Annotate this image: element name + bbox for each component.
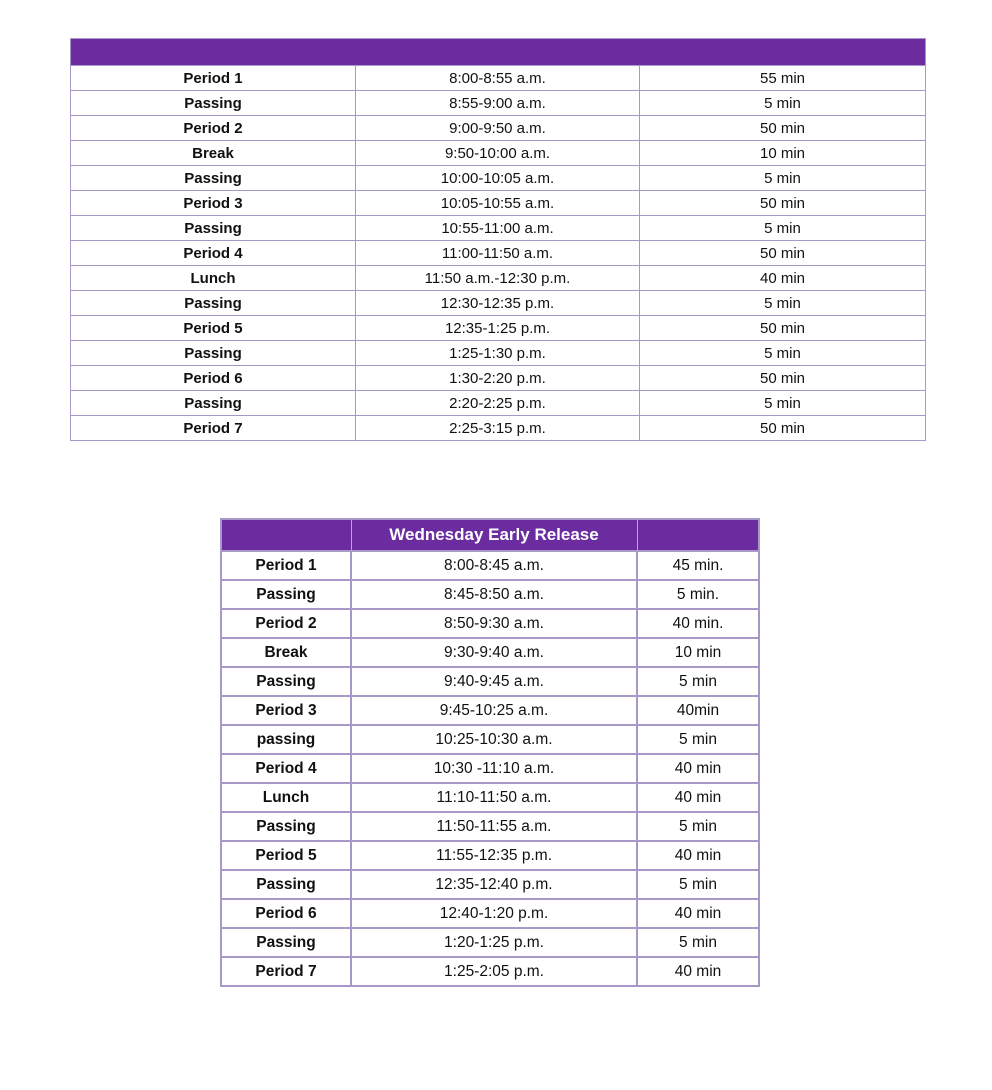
- period-label: Passing: [71, 166, 356, 191]
- header-band: [71, 39, 926, 66]
- duration: 40 min: [637, 957, 759, 986]
- time-range: 2:20-2:25 p.m.: [356, 391, 640, 416]
- schedule-row: [71, 116, 926, 141]
- duration: 55 min: [640, 66, 926, 91]
- period-label: Period 1: [71, 66, 356, 91]
- early-release-schedule-body: [221, 551, 759, 986]
- time-range: 1:25-1:30 p.m.: [356, 341, 640, 366]
- schedule-row: [71, 366, 926, 391]
- schedule-row: [221, 783, 759, 812]
- time-range: 1:20-1:25 p.m.: [351, 928, 637, 957]
- duration: 5 min: [640, 166, 926, 191]
- time-range: 10:25-10:30 a.m.: [351, 725, 637, 754]
- duration: 50 min: [640, 191, 926, 216]
- schedule-row: [221, 667, 759, 696]
- duration: 5 min: [637, 870, 759, 899]
- schedule-row: [71, 66, 926, 91]
- time-range: 8:50-9:30 a.m.: [351, 609, 637, 638]
- time-range: 1:30-2:20 p.m.: [356, 366, 640, 391]
- duration: 10 min: [640, 141, 926, 166]
- period-label: Lunch: [71, 266, 356, 291]
- duration: 40 min: [637, 841, 759, 870]
- period-label: Period 5: [71, 316, 356, 341]
- schedule-row: [71, 266, 926, 291]
- time-range: 8:00-8:45 a.m.: [351, 551, 637, 580]
- time-range: 12:30-12:35 p.m.: [356, 291, 640, 316]
- duration: 5 min: [640, 391, 926, 416]
- schedule-row: [71, 191, 926, 216]
- duration: 5 min: [637, 812, 759, 841]
- duration: 50 min: [640, 416, 926, 441]
- time-range: 9:00-9:50 a.m.: [356, 116, 640, 141]
- schedule-row: [221, 899, 759, 928]
- header-blank-cell: [221, 519, 351, 551]
- regular-schedule-body: [71, 66, 926, 441]
- period-label: Period 7: [221, 957, 351, 986]
- period-label: Period 3: [71, 191, 356, 216]
- regular-schedule-header-bar: [71, 39, 926, 66]
- time-range: 11:50-11:55 a.m.: [351, 812, 637, 841]
- period-label: Period 1: [221, 551, 351, 580]
- duration: 40 min: [637, 783, 759, 812]
- schedule-row: [71, 141, 926, 166]
- time-range: 9:40-9:45 a.m.: [351, 667, 637, 696]
- period-label: Passing: [71, 341, 356, 366]
- schedule-row: [71, 416, 926, 441]
- duration: 45 min.: [637, 551, 759, 580]
- schedule-row: [221, 551, 759, 580]
- duration: 50 min: [640, 366, 926, 391]
- duration: 5 min: [640, 216, 926, 241]
- period-label: passing: [221, 725, 351, 754]
- duration: 40 min: [637, 899, 759, 928]
- schedule-row: [71, 291, 926, 316]
- period-label: Period 6: [71, 366, 356, 391]
- time-range: 12:35-12:40 p.m.: [351, 870, 637, 899]
- duration: 5 min: [637, 667, 759, 696]
- schedule-row: [221, 754, 759, 783]
- period-label: Period 7: [71, 416, 356, 441]
- schedule-row: [221, 638, 759, 667]
- period-label: Passing: [221, 870, 351, 899]
- period-label: Period 5: [221, 841, 351, 870]
- schedule-row: [221, 812, 759, 841]
- schedule-row: [221, 580, 759, 609]
- schedule-row: [221, 696, 759, 725]
- period-label: Passing: [71, 391, 356, 416]
- schedule-row: [221, 725, 759, 754]
- period-label: Period 2: [221, 609, 351, 638]
- schedule-row: [71, 391, 926, 416]
- duration: 50 min: [640, 116, 926, 141]
- duration: 10 min: [637, 638, 759, 667]
- schedule-row: [221, 928, 759, 957]
- duration: 40 min: [640, 266, 926, 291]
- regular-schedule-table: [70, 38, 926, 441]
- time-range: 11:00-11:50 a.m.: [356, 241, 640, 266]
- schedule-row: [71, 341, 926, 366]
- time-range: 8:55-9:00 a.m.: [356, 91, 640, 116]
- header-blank-cell: [637, 519, 759, 551]
- time-range: 8:00-8:55 a.m.: [356, 66, 640, 91]
- period-label: Break: [71, 141, 356, 166]
- time-range: 10:55-11:00 a.m.: [356, 216, 640, 241]
- time-range: 9:45-10:25 a.m.: [351, 696, 637, 725]
- period-label: Passing: [71, 91, 356, 116]
- duration: 40min: [637, 696, 759, 725]
- period-label: Period 3: [221, 696, 351, 725]
- time-range: 10:30 -11:10 a.m.: [351, 754, 637, 783]
- time-range: 10:05-10:55 a.m.: [356, 191, 640, 216]
- duration: 40 min: [637, 754, 759, 783]
- period-label: Passing: [221, 928, 351, 957]
- time-range: 2:25-3:15 p.m.: [356, 416, 640, 441]
- period-label: Period 4: [221, 754, 351, 783]
- early-release-title: Wednesday Early Release: [351, 519, 637, 551]
- time-range: 12:40-1:20 p.m.: [351, 899, 637, 928]
- period-label: Passing: [221, 580, 351, 609]
- duration: 5 min: [637, 725, 759, 754]
- schedule-row: [221, 841, 759, 870]
- early-release-schedule-table: [220, 518, 760, 987]
- duration: 5 min: [637, 928, 759, 957]
- duration: 40 min.: [637, 609, 759, 638]
- time-range: 11:50 a.m.-12:30 p.m.: [356, 266, 640, 291]
- period-label: Break: [221, 638, 351, 667]
- time-range: 11:55-12:35 p.m.: [351, 841, 637, 870]
- schedule-row: [221, 609, 759, 638]
- schedule-row: [71, 166, 926, 191]
- duration: 5 min: [640, 91, 926, 116]
- time-range: 12:35-1:25 p.m.: [356, 316, 640, 341]
- period-label: Period 4: [71, 241, 356, 266]
- time-range: 10:00-10:05 a.m.: [356, 166, 640, 191]
- schedule-row: [71, 241, 926, 266]
- time-range: 11:10-11:50 a.m.: [351, 783, 637, 812]
- time-range: 1:25-2:05 p.m.: [351, 957, 637, 986]
- schedule-row: [221, 957, 759, 986]
- period-label: Passing: [221, 667, 351, 696]
- period-label: Passing: [71, 216, 356, 241]
- period-label: Passing: [221, 812, 351, 841]
- period-label: Lunch: [221, 783, 351, 812]
- time-range: 8:45-8:50 a.m.: [351, 580, 637, 609]
- duration: 5 min: [640, 291, 926, 316]
- period-label: Period 2: [71, 116, 356, 141]
- schedule-row: [71, 316, 926, 341]
- duration: 5 min: [640, 341, 926, 366]
- schedule-row: [221, 870, 759, 899]
- period-label: Period 6: [221, 899, 351, 928]
- time-range: 9:50-10:00 a.m.: [356, 141, 640, 166]
- duration: 5 min.: [637, 580, 759, 609]
- early-release-header-bar: [221, 519, 759, 551]
- schedule-row: [71, 91, 926, 116]
- period-label: Passing: [71, 291, 356, 316]
- schedule-row: [71, 216, 926, 241]
- duration: 50 min: [640, 316, 926, 341]
- time-range: 9:30-9:40 a.m.: [351, 638, 637, 667]
- duration: 50 min: [640, 241, 926, 266]
